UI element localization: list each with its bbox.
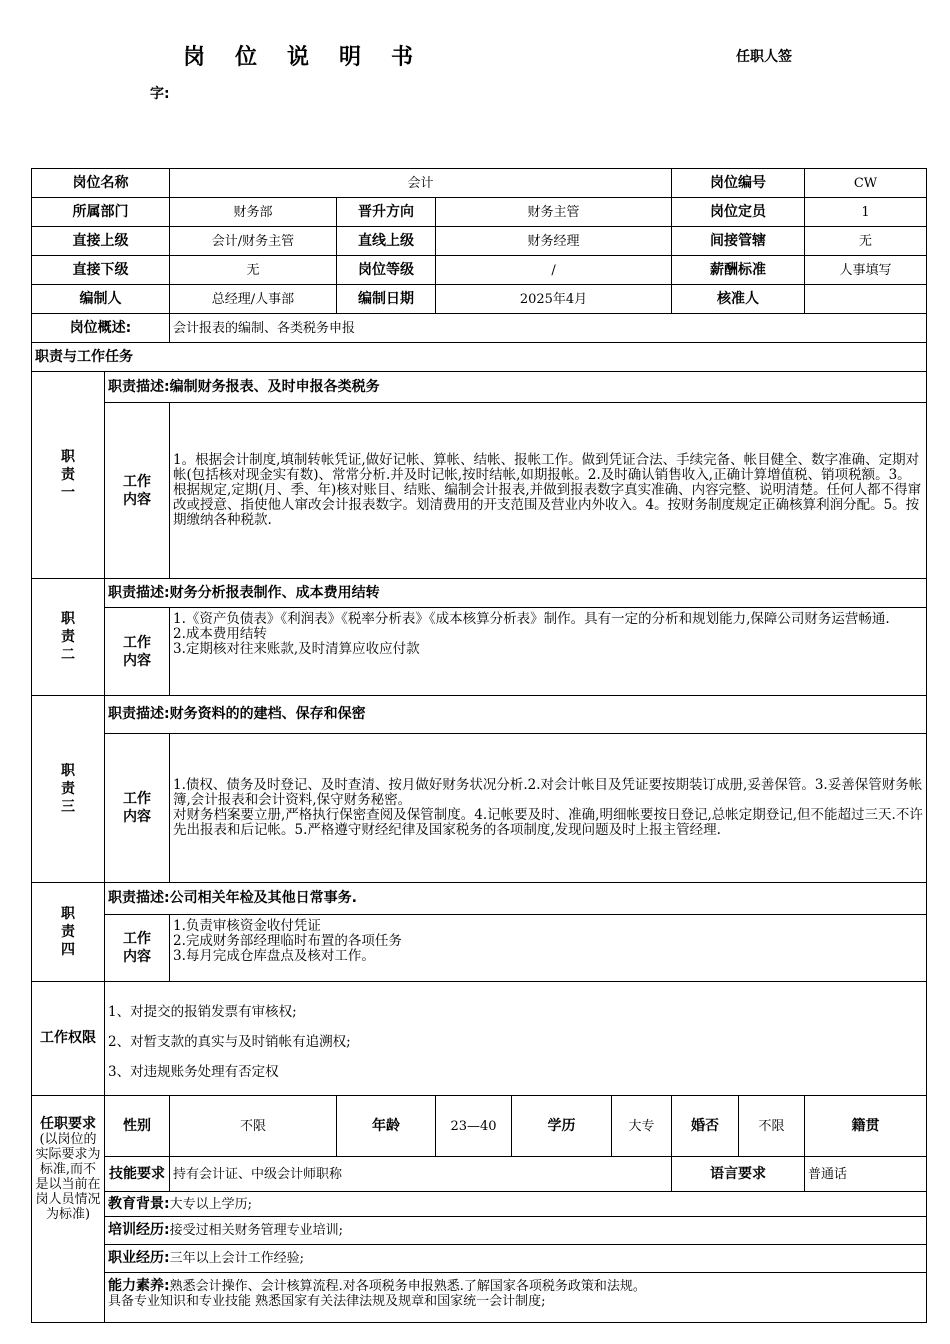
direct-superior-label: 直接上级 — [32, 227, 170, 256]
skill-label: 技能要求 — [105, 1157, 170, 1192]
salary-label: 薪酬标准 — [672, 256, 805, 285]
duty-4-content-label — [105, 915, 170, 982]
authority-item-3: 3、对违规账务处理有否定权 — [108, 1064, 279, 1080]
department-value: 财务部 — [170, 198, 337, 227]
salary-value: 人事填写 — [805, 256, 927, 285]
signature-label-cont: 字: — [150, 86, 170, 102]
duty-3-content-label-text: 工作内容 — [123, 791, 151, 825]
gender-label: 性别 — [105, 1096, 170, 1157]
duty-2-label — [32, 579, 105, 696]
education-label: 学历 — [512, 1096, 612, 1157]
author-value: 总经理/人事部 — [170, 285, 337, 314]
education-value: 大专 — [612, 1096, 672, 1157]
grade-value: / — [436, 256, 672, 285]
experience-row — [105, 1245, 927, 1273]
date-label: 编制日期 — [337, 285, 436, 314]
duty-1-content: 1。根据会计制度,填制转帐凭证,做好记帐、算帐、结帐、报帐工作。做到凭证合法、手续完备、帐目健全、数字准确、定期对帐(包括核对现金实有数)、常常分析.并及时记帐,按时结帐,如期报帐。2.及时确认销售收入,正确计算增值税、销项税额。3。根据规定,定期(月、季、年)核对账目、结账、编制会计报表,并做到报表数字真实准确、内容完整、说明清楚。任何人都不得窜改或授意、指使他人窜改会计报表数字。划清费用的开支范围及营业内外收入。4。按财务制度规定正确核算利润分配。5。按期缴纳各种税款. — [170, 403, 927, 579]
headcount-label: 岗位定员 — [672, 198, 805, 227]
duty-1-content-label — [105, 403, 170, 579]
authority-label: 工作权限 — [32, 982, 105, 1096]
edu-bg-value: 大专以上学历; — [169, 1196, 252, 1212]
language-value: 普通话 — [805, 1157, 927, 1192]
position-name-label: 岗位名称 — [32, 169, 170, 198]
duty-1-label — [32, 372, 105, 579]
headcount-value: 1 — [805, 198, 927, 227]
date-value: 2025年4月 — [436, 285, 672, 314]
experience-value: 三年以上会计工作经验; — [169, 1251, 304, 1266]
age-label: 年龄 — [337, 1096, 436, 1157]
duty-1-content-label-text: 工作内容 — [123, 473, 151, 508]
duty-4-content: 1.负责审核资金收付凭证 2.完成财务部经理临时布置的各项任务 3.每月完成仓库盘点及核对工作。 — [170, 915, 927, 982]
experience-label: 职业经历: — [108, 1250, 170, 1266]
duty-3-label — [32, 696, 105, 883]
duty-3-content-label — [105, 734, 170, 883]
duty-4-label-text: 职责四 — [61, 906, 75, 958]
ability-line-2: 具备专业知识和专业技能 熟悉国家有关法律法规及规章和国家统一会计制度; — [108, 1294, 546, 1309]
authority-list — [105, 982, 927, 1096]
origin-label: 籍贯 — [805, 1096, 927, 1157]
authority-item-1: 1、对提交的报销发票有审核权; — [108, 1004, 297, 1020]
line-superior-label: 直线上级 — [337, 227, 436, 256]
requirements-label — [32, 1096, 105, 1323]
direct-sub-label: 直接下级 — [32, 256, 170, 285]
edu-bg-label: 教育背景: — [108, 1195, 170, 1212]
overview-value: 会计报表的编制、各类税务申报 — [170, 314, 927, 343]
marital-value: 不限 — [739, 1096, 805, 1157]
duty-1-description: 职责描述:编制财务报表、及时申报各类税务 — [105, 372, 927, 403]
approver-label: 核准人 — [672, 285, 805, 314]
skill-value: 持有会计证、中级会计师职称 — [170, 1157, 672, 1192]
duty-3-content: 1.债权、债务及时登记、及时查清、按月做好财务状况分析.2.对会计帐目及凭证要按期装订成册,妥善保管。3.妥善保管财务帐簿,会计报表和会计资料,保守财务秘密。 对财务档案要立册,严格执行保密查阅及保管制度。4.记帐要及时、准确,明细帐要按日登记,总帐定期登记,但不能超过三天.不许先出报表和后记帐。5.严格遵守财经纪律及国家税务的各项制度,发现问题及时上报主管经理. — [170, 734, 927, 883]
language-label: 语言要求 — [672, 1157, 805, 1192]
duty-4-label — [32, 883, 105, 982]
authority-item-2: 2、对暂支款的真实与及时销帐有追溯权; — [108, 1034, 351, 1050]
training-label: 培训经历: — [108, 1222, 170, 1238]
requirements-title: 任职要求 — [40, 1116, 96, 1132]
duty-3-description: 职责描述:财务资料的的建档、保存和保密 — [105, 696, 927, 734]
page-title: 岗位说明书 — [183, 45, 444, 70]
indirect-label: 间接管辖 — [672, 227, 805, 256]
department-label: 所属部门 — [32, 198, 170, 227]
approver-value — [805, 285, 927, 314]
position-name-value: 会计 — [170, 169, 672, 198]
direct-superior-value: 会计/财务主管 — [170, 227, 337, 256]
training-value: 接受过相关财务管理专业培训; — [169, 1223, 343, 1238]
job-description-table — [31, 168, 927, 1323]
duty-1-label-text: 职责一 — [61, 449, 75, 501]
ability-label: 能力素养: — [108, 1278, 170, 1294]
ability-row — [105, 1273, 927, 1323]
duty-2-description: 职责描述:财务分析报表制作、成本费用结转 — [105, 579, 927, 608]
duty-3-label-text: 职责三 — [61, 763, 75, 815]
direct-sub-value: 无 — [170, 256, 337, 285]
duty-2-content-label-text: 工作内容 — [123, 634, 151, 669]
ability-line-1: 熟悉会计操作、会计核算流程.对各项税务申报熟悉.了解国家各项税务政策和法规。 — [169, 1279, 646, 1294]
duty-2-content: 1.《资产负债表》《利润表》《税率分析表》《成本核算分析表》制作。具有一定的分析和规划能力,保障公司财务运营畅通. 2.成本费用结转 3.定期核对往来账款,及时清算应收应付款 — [170, 608, 927, 696]
marital-label: 婚否 — [672, 1096, 739, 1157]
signature-label: 任职人签 — [736, 49, 792, 65]
duty-2-content-label — [105, 608, 170, 696]
line-superior-value: 财务经理 — [436, 227, 672, 256]
duty-2-label-text: 职责二 — [61, 611, 75, 663]
grade-label: 岗位等级 — [337, 256, 436, 285]
gender-value: 不限 — [170, 1096, 337, 1157]
indirect-value: 无 — [805, 227, 927, 256]
requirements-note: (以岗位的实际要求为标准,而不是以当前在岗人员情况为标准) — [35, 1132, 101, 1222]
overview-label: 岗位概述: — [32, 314, 170, 343]
promotion-label: 晋升方向 — [337, 198, 436, 227]
edu-bg-row — [105, 1192, 927, 1217]
age-value: 23—40 — [436, 1096, 512, 1157]
duties-section-title: 职责与工作任务 — [32, 343, 927, 372]
position-code-value: CW — [805, 169, 927, 198]
duty-4-description: 职责描述:公司相关年检及其他日常事务. — [105, 883, 927, 915]
author-label: 编制人 — [32, 285, 170, 314]
duty-4-content-label-text: 工作内容 — [123, 931, 151, 965]
promotion-value: 财务主管 — [436, 198, 672, 227]
training-row — [105, 1217, 927, 1245]
position-code-label: 岗位编号 — [672, 169, 805, 198]
